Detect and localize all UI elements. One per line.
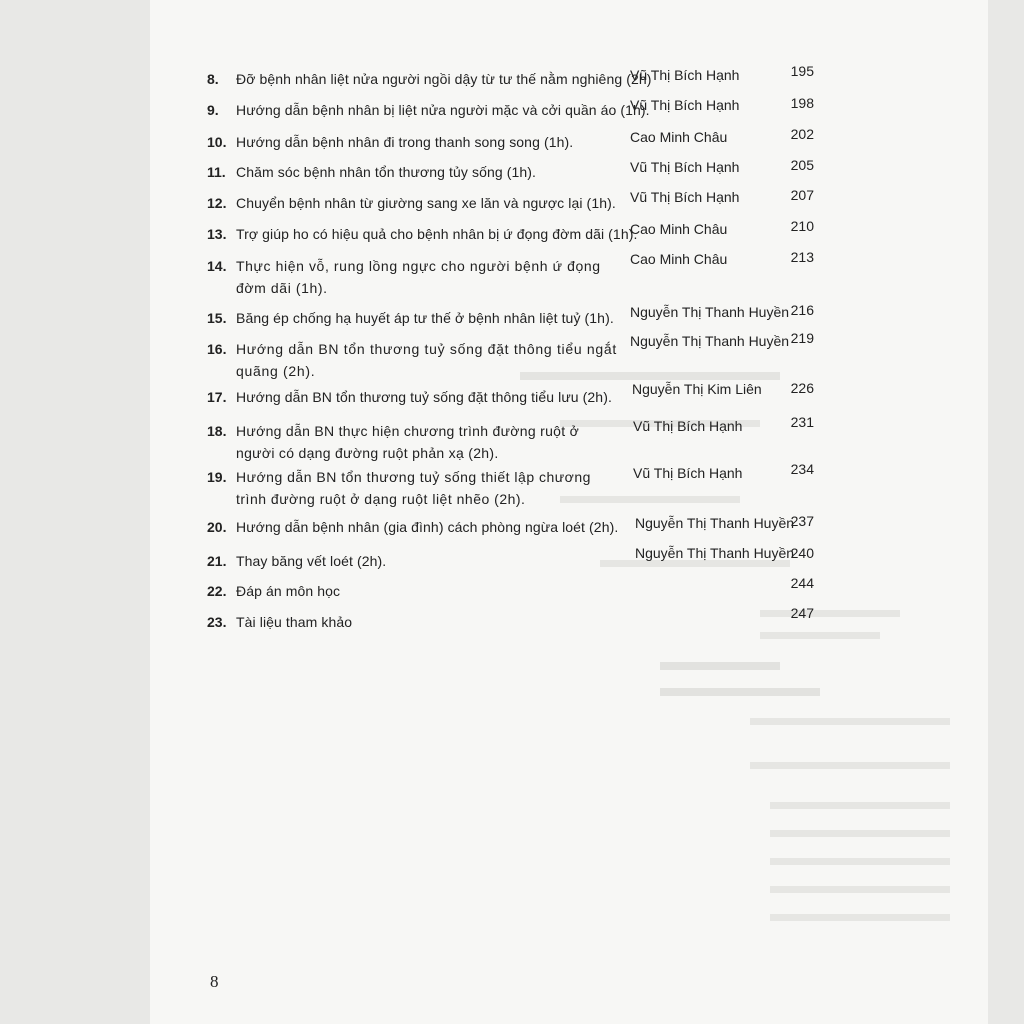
entry-number: 17. [207,389,227,405]
entry-number: 9. [207,102,219,118]
entry-title: Thực hiện vỗ, rung lồng ngực cho người bệnh ứ đọng đờm dãi (1h). [236,258,601,296]
entry-number: 20. [207,519,227,535]
entry-author: Vũ Thị Bích Hạnh [630,67,740,83]
entry-author: Nguyễn Thị Thanh Huyền [635,515,795,531]
entry-title: Băng ép chống hạ huyết áp tư thế ở bệnh nhân liệt tuỷ (1h). [236,310,614,326]
entry-number: 19. [207,469,227,485]
entry-title: Chăm sóc bệnh nhân tổn thương tủy sống (1h). [236,164,537,180]
entry-page: 247 [790,605,814,621]
entry-page: 244 [790,575,814,591]
page-number: 8 [210,972,219,991]
entry-title: Chuyển bệnh nhân từ giường sang xe lăn và ngược lại (1h). [236,195,616,211]
entry-page: 202 [790,126,814,142]
entry-title: Đỡ bệnh nhân liệt nửa người ngồi dậy từ tư thế nằm nghiêng (2h) [236,71,652,87]
entry-title: Hướng dẫn bệnh nhân (gia đình) cách phòng ngừa loét (2h). [236,519,619,535]
entry-title: Hướng dẫn BN thực hiện chương trình đường ruột ở người có dạng đường ruột phản xạ (2h). [236,423,580,461]
entry-number: 14. [207,258,227,274]
entry-author: Nguyễn Thị Thanh Huyền [630,304,790,320]
entry-page: 210 [790,218,814,234]
entry-number: 11. [207,164,226,180]
entry-author: Cao Minh Châu [630,129,728,145]
entry-number: 10. [207,134,227,150]
entry-title: Hướng dẫn BN tổn thương tuỷ sống thiết lập chương trình đường ruột ở dạng ruột liệt nhẽo (2h). [236,469,591,507]
entry-number: 16. [207,341,227,357]
entry-page: 195 [790,63,814,79]
entry-title: Hướng dẫn BN tổn thương tuỷ sống đặt thông tiểu ngắt quãng (2h). [236,341,617,379]
entry-author: Cao Minh Châu [630,221,728,237]
entry-number: 21. [207,553,227,569]
entry-page: 231 [790,414,814,430]
entry-number: 23. [207,614,227,630]
entry-author: Cao Minh Châu [630,251,728,267]
entry-page: 234 [790,461,814,477]
entry-author: Nguyễn Thị Thanh Huyền [635,545,795,561]
entry-page: 240 [790,545,814,561]
entry-author: Vũ Thị Bích Hạnh [630,159,740,175]
entry-page: 205 [790,157,814,173]
entry-title: Tài liệu tham khảo [236,614,353,630]
entry-author: Vũ Thị Bích Hạnh [630,189,740,205]
entry-page: 216 [790,302,814,318]
entry-author: Vũ Thị Bích Hạnh [633,418,743,434]
entry-number: 12. [207,195,227,211]
entry-page: 226 [790,380,814,396]
entry-author: Nguyễn Thị Kim Liên [632,381,762,397]
entry-page: 213 [790,249,814,265]
entry-page: 237 [790,513,814,529]
entry-page: 219 [790,330,814,346]
entry-page: 207 [790,187,814,203]
entry-title: Hướng dẫn bệnh nhân đi trong thanh song song (1h). [236,134,574,150]
entry-title: Trợ giúp ho có hiệu quả cho bệnh nhân bị ứ đọng đờm dãi (1h). [236,226,638,242]
entry-number: 15. [207,310,227,326]
entry-title: Hướng dẫn bệnh nhân bị liệt nửa người mặc và cởi quần áo (1h). [236,102,650,118]
entry-number: 13. [207,226,227,242]
entry-page: 198 [790,95,814,111]
entry-number: 8. [207,71,219,87]
entry-title: Thay băng vết loét (2h). [236,553,387,569]
entry-number: 18. [207,423,227,439]
entry-author: Nguyễn Thị Thanh Huyền [630,333,790,349]
entry-number: 22. [207,583,227,599]
entry-author: Vũ Thị Bích Hạnh [630,97,740,113]
entry-title: Hướng dẫn BN tổn thương tuỷ sống đặt thông tiểu lưu (2h). [236,389,612,405]
entry-author: Vũ Thị Bích Hạnh [633,465,743,481]
entry-title: Đáp án môn học [236,583,341,599]
